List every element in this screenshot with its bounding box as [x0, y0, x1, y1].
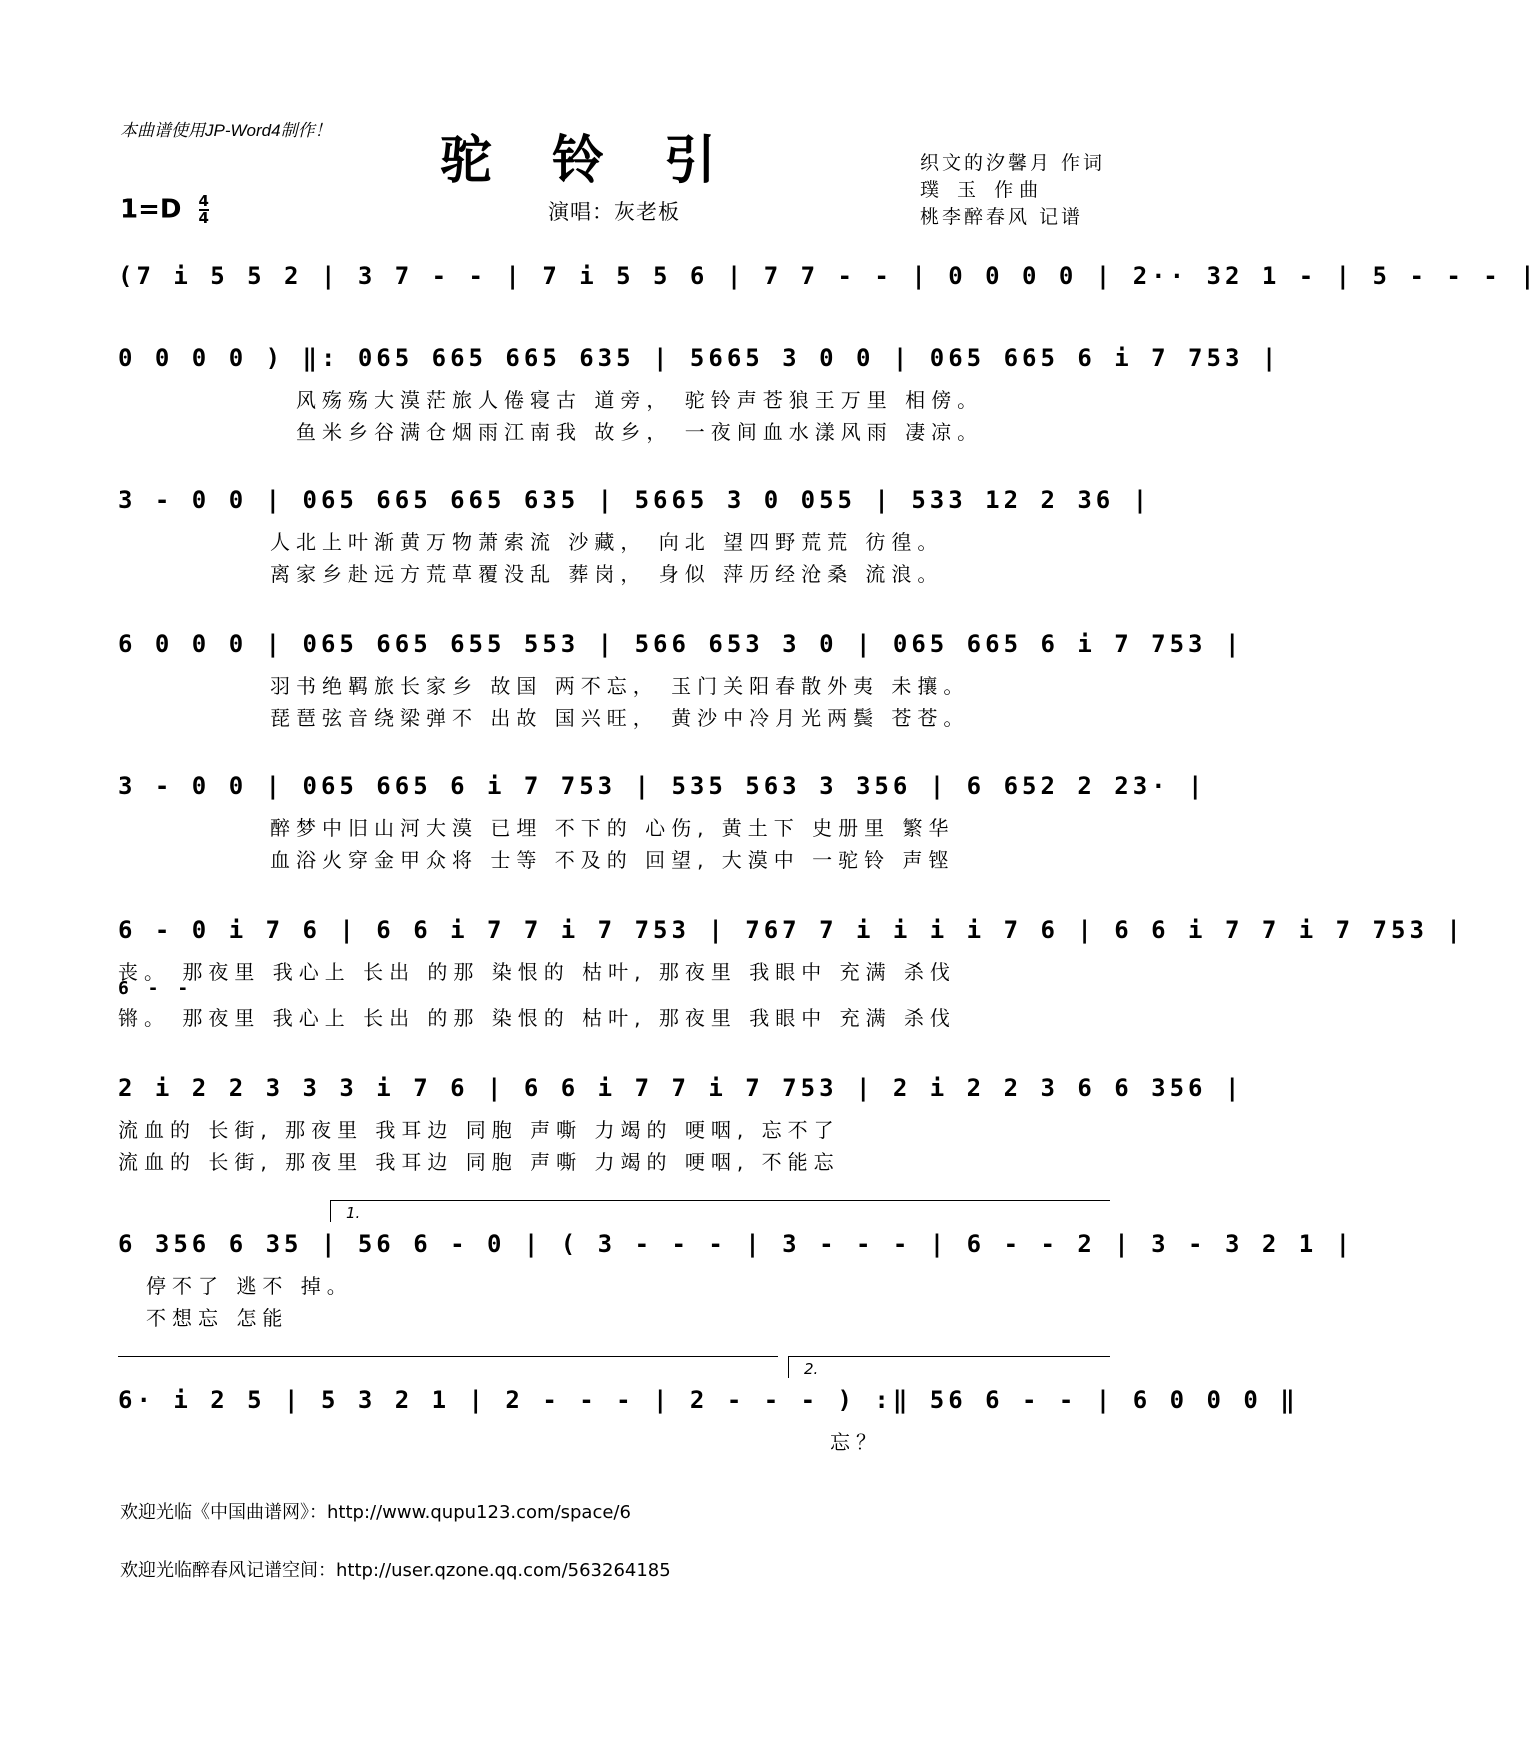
notation-system-9: 6· i 2 5 | 5 3 2 1 | 2 - - - | 2 - - - ) :‖ 56 6 - - | 6 0 0 0 ‖ — [118, 1386, 1299, 1414]
lyrics-system-2-verse-2: 鱼米乡谷满仓烟雨江南我 故乡， 一夜间血水漾风雨 凄凉。 — [296, 420, 984, 444]
volta-bracket-2 — [788, 1356, 1110, 1357]
lyrics-system-3-verse-1: 人北上叶渐黄万物萧索流 沙藏， 向北 望四野荒荒 彷徨。 — [270, 530, 944, 554]
lyrics-system-7-verse-1: 流血的 长街, 那夜里 我耳边 同胞 声嘶 力竭的 哽咽, 忘不了 — [118, 1118, 840, 1142]
alternate-note: 6 - - — [118, 978, 193, 999]
composer-credit: 璞 玉 作曲 — [920, 179, 1045, 201]
transcriber-credit: 桃李醉春风 记谱 — [920, 206, 1084, 228]
key-signature — [120, 194, 209, 226]
footer-link-qupu[interactable]: 欢迎光临《中国曲谱网》：http://www.qupu123.com/space/6 — [120, 1502, 631, 1523]
lyrics-system-8-verse-1: 停不了 逃不 掉。 — [146, 1274, 353, 1298]
volta-bracket-1-tick — [330, 1200, 331, 1222]
notation-system-3: 3 - 0 0 | 065 665 665 635 | 5665 3 0 055 | 533 12 2 36 | — [118, 486, 1152, 514]
lyrics-system-7-verse-2: 流血的 长街, 那夜里 我耳边 同胞 声嘶 力竭的 哽咽, 不能忘 — [118, 1150, 840, 1174]
lyrics-system-5-verse-2: 血浴火穿金甲众将 士等 不及的 回望, 大漠中 一驼铃 声铿 — [270, 848, 955, 872]
volta-bracket-1 — [330, 1200, 1110, 1201]
notation-system-7: 2 i 2 2 3 3 3 i 7 6 | 6 6 i 7 7 i 7 753 | 2 i 2 2 3 6 6 356 | — [118, 1074, 1244, 1102]
lyrics-system-6-verse-1: 丧。 那夜里 我心上 长出 的那 染恨的 枯叶, 那夜里 我眼中 充满 杀伐 — [118, 960, 956, 984]
lyrics-system-3-verse-2: 离家乡赴远方荒草覆没乱 葬岗， 身似 萍历经沧桑 流浪。 — [270, 562, 944, 586]
credits — [920, 150, 1105, 231]
software-note: 本曲谱使用JP-Word4制作！ — [120, 121, 332, 140]
lyrics-system-6-verse-2: 锵。 那夜里 我心上 长出 的那 染恨的 枯叶, 那夜里 我眼中 充满 杀伐 — [118, 1006, 956, 1030]
volta-label-2: 2. — [804, 1360, 819, 1378]
footer-link-qzone[interactable]: 欢迎光临醉春风记谱空间：http://user.qzone.qq.com/563264185 — [120, 1560, 671, 1581]
notation-system-2: 0 0 0 0 ) ‖: 065 665 665 635 | 5665 3 0 0 | 065 665 6 i 7 753 | — [118, 344, 1281, 372]
lyrics-system-5-verse-1: 醉梦中旧山河大漠 已埋 不下的 心伤, 黄土下 史册里 繁华 — [270, 816, 955, 840]
repeat-line — [118, 1356, 778, 1357]
lyrics-system-4-verse-1: 羽书绝羁旅长家乡 故国 两不忘， 玉门关阳春散外夷 未攘。 — [270, 674, 970, 698]
volta-label-1: 1. — [346, 1204, 361, 1222]
song-title: 驼铃引 — [440, 130, 777, 191]
lyrics-system-4-verse-2: 琵琶弦音绕梁弹不 出故 国兴旺， 黄沙中冷月光两鬓 苍苍。 — [270, 706, 970, 730]
singer-credit: 演唱：灰老板 — [548, 200, 680, 224]
lyrics-system-2-verse-1: 风殇殇大漠茫旅人倦寝古 道旁， 驼铃声苍狼王万里 相傍。 — [296, 388, 984, 412]
notation-system-6: 6 - 0 i 7 6 | 6 6 i 7 7 i 7 753 | 767 7 i i i i 7 6 | 6 6 i 7 7 i 7 753 | — [118, 916, 1465, 944]
notation-system-5: 3 - 0 0 | 065 665 6 i 7 753 | 535 563 3 356 | 6 652 2 23· | — [118, 772, 1207, 800]
lyrics-system-8-verse-2: 不想忘 怎能 — [146, 1306, 289, 1330]
time-signature — [199, 194, 209, 226]
volta-bracket-2-tick — [788, 1356, 789, 1378]
lyrics-system-9-verse-1: 忘？ — [830, 1430, 882, 1454]
notation-system-1: (7 i 5 5 2 | 3 7 - - | 7 i 5 5 6 | 7 7 - - | 0 0 0 0 | 2·· 32 1 - | 5 - - - | — [118, 262, 1539, 290]
notation-system-4: 6 0 0 0 | 065 665 655 553 | 566 653 3 0 | 065 665 6 i 7 753 | — [118, 630, 1244, 658]
time-signature-bottom: 4 — [198, 209, 209, 227]
key-label: 1=D — [120, 194, 182, 225]
notation-system-8: 6 356 6 35 | 56 6 - 0 | ( 3 - - - | 3 - - - | 6 - - 2 | 3 - 3 2 1 | — [118, 1230, 1355, 1258]
lyricist-credit: 织文的汐馨月 作词 — [920, 152, 1106, 174]
time-signature-top: 4 — [198, 192, 209, 210]
